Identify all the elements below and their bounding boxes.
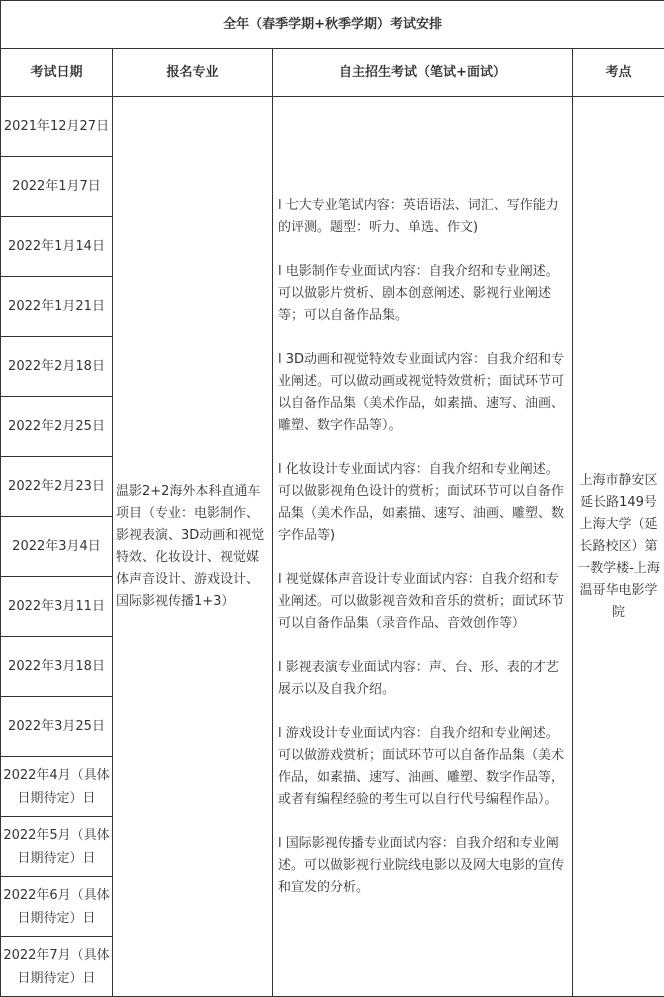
header-date: 考试日期 [1, 49, 113, 97]
exam-date: 2022年5月（具体日期待定）日 [1, 817, 113, 877]
exam-date: 2022年1月14日 [1, 217, 113, 277]
exam-date: 2022年3月4日 [1, 517, 113, 577]
exam-item: l 影视表演专业面试内容：声、台、形、表的才艺展示以及自我介绍。 [278, 659, 559, 697]
title-row [1, 1, 664, 49]
exam-date: 2022年3月11日 [1, 577, 113, 637]
exam-date: 2022年2月25日 [1, 397, 113, 457]
exam-date: 2022年1月7日 [1, 157, 113, 217]
table-title: 全年（春季学期+秋季学期）考试安排 [1, 1, 664, 49]
header-exam: 自主招生考试（笔试+面试） [273, 49, 573, 97]
exam-date: 2022年7月（具体日期待定）日 [1, 937, 113, 997]
exam-date: 2022年2月18日 [1, 337, 113, 397]
table-row [1, 97, 664, 157]
exam-item: l 游戏设计专业面试内容：自我介绍和专业阐述。可以做游戏赏析；面试环节可以自备作品集（美术作品，如素描、速写、油画、雕塑、数字作品等，或者有编程经验的考生可以自行代号编程作品）。 [278, 725, 565, 807]
header-row [1, 49, 664, 97]
major-description: 温影2+2海外本科直通车项目（专业：电影制作、影视表演、3D动画和视觉特效、化妆设计、视觉媒体声音设计、游戏设计、国际影视传播1+3） [113, 97, 273, 997]
exam-location: 上海市静安区延长路149号上海大学（延长路校区）第一教学楼-上海温哥华电影学院 [573, 97, 664, 997]
exam-content [273, 97, 573, 997]
exam-item: l 电影制作专业面试内容：自我介绍和专业阐述。可以做影片赏析、剧本创意阐述、影视行业阐述等；可以自备作品集。 [278, 263, 559, 323]
exam-date: 2022年3月18日 [1, 637, 113, 697]
exam-date: 2021年12月27日 [1, 97, 113, 157]
exam-date: 2022年6月（具体日期待定）日 [1, 877, 113, 937]
exam-item: l 化妆设计专业面试内容：自我介绍和专业阐述。可以做影视角色设计的赏析；面试环节可以自备作品集（美术作品，如素描、速写、油画、雕塑、数字作品等) [278, 461, 565, 543]
exam-item: l 视觉媒体声音设计专业面试内容：自我介绍和专业阐述。可以做影视音效和音乐的赏析；面试环节可以自备作品集（录音作品、音效创作等） [278, 571, 565, 631]
exam-date: 2022年2月23日 [1, 457, 113, 517]
exam-date: 2022年4月（具体日期待定）日 [1, 757, 113, 817]
header-major: 报名专业 [113, 49, 273, 97]
exam-item: l 七大专业笔试内容：英语语法、词汇、写作能力的评测。题型：听力、单选、作文) [278, 197, 559, 235]
header-location: 考点 [573, 49, 664, 97]
exam-item: l 国际影视传播专业面试内容：自我介绍和专业阐述。可以做影视行业院线电影以及网大电影的宣传和宣发的分析。 [278, 835, 565, 895]
exam-item: l 3D动画和视觉特效专业面试内容：自我介绍和专业阐述。可以做动画或视觉特效赏析；面试环节可以自备作品集（美术作品，如素描、速写、油画、雕塑、数字作品等）。 [278, 351, 565, 433]
exam-date: 2022年3月25日 [1, 697, 113, 757]
exam-date: 2022年1月21日 [1, 277, 113, 337]
